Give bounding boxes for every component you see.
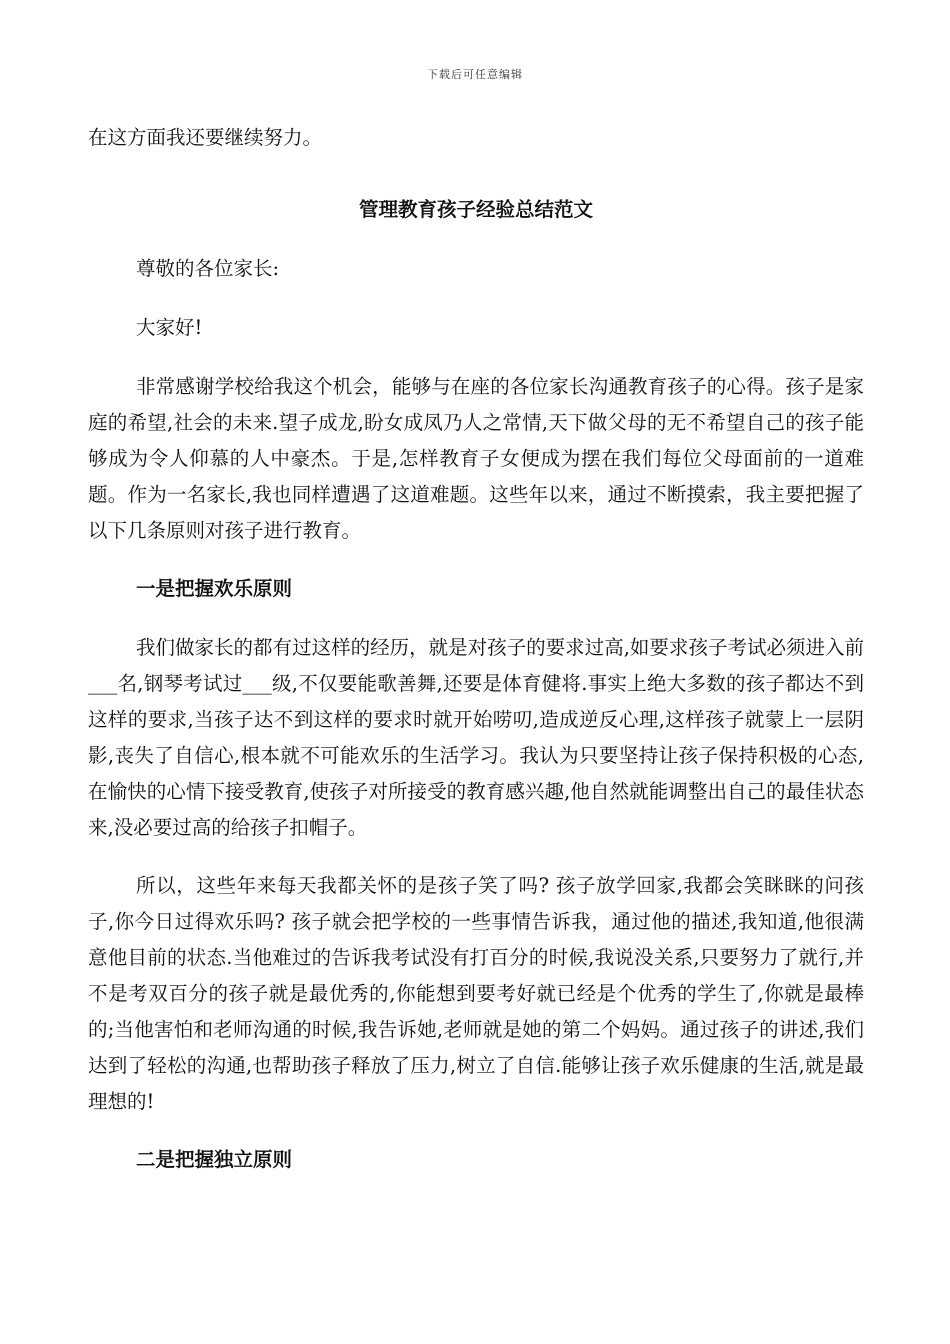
salutation: 尊敬的各位家长:: [136, 257, 280, 280]
section1-paragraph-1: 我们做家长的都有过这样的经历，就是对孩子的要求过高,如要求孩子考试必须进入前___名,钢琴考试过___级,不仅要能歌善舞,还要是体育健将.事实上绝大多数的孩子都达不到这样的要求,当孩子达不到这样的要求时就开始唠叨,造成逆反心理,这样孩子就蒙上一层阴影,丧失了自信心,根本就不可能欢乐的生活学习。我认为只要坚持让孩子保持积极的心态,在愉快的心情下接受教育,使孩子对所接受的教育感兴趣,他自然就能调整出自己的最佳状态来,没必要过高的给孩子扣帽子。: [88, 636, 864, 839]
section-heading-2: 二是把握独立原则: [136, 1148, 293, 1171]
document-title: 管理教育孩子经验总结范文: [358, 198, 593, 221]
page-header-note: 下载后可任意编辑: [427, 68, 523, 81]
continuation-text: 在这方面我还要继续努力。: [88, 126, 323, 149]
intro-paragraph: 非常感谢学校给我这个机会，能够与在座的各位家长沟通教育孩子的心得。孩子是家庭的希望,社会的未来.望子成龙,盼女成凤乃人之常情,天下做父母的无不希望自己的孩子能够成为令人仰慕的人中豪杰。于是,怎样教育子女便成为摆在我们每位父母面前的一道难题。作为一名家长,我也同样遭遇了这道难题。这些年以来，通过不断摸索，我主要把握了以下几条原则对孩子进行教育。: [88, 375, 864, 542]
section-heading-1: 一是把握欢乐原则: [136, 577, 293, 600]
greeting: 大家好!: [136, 316, 203, 339]
section1-paragraph-2: 所以，这些年来每天我都关怀的是孩子笑了吗? 孩子放学回家,我都会笑眯眯的问孩子,你今日过得欢乐吗? 孩子就会把学校的一些事情告诉我，通过他的描述,我知道,他很满意他目前的状态.当他难过的告诉我考试没有打百分的时候,我说没关系,只要努力了就行,并不是考双百分的孩子就是最优秀的,你能想到要考好就已经是个优秀的学生了,你就是最棒的;当他害怕和老师沟通的时候,我告诉她,老师就是她的第二个妈妈。通过孩子的讲述,我们达到了轻松的沟通,也帮助孩子释放了压力,树立了自信.能够让孩子欢乐健康的生活,就是最理想的!: [88, 874, 864, 1113]
document-body: [88, 120, 864, 1178]
